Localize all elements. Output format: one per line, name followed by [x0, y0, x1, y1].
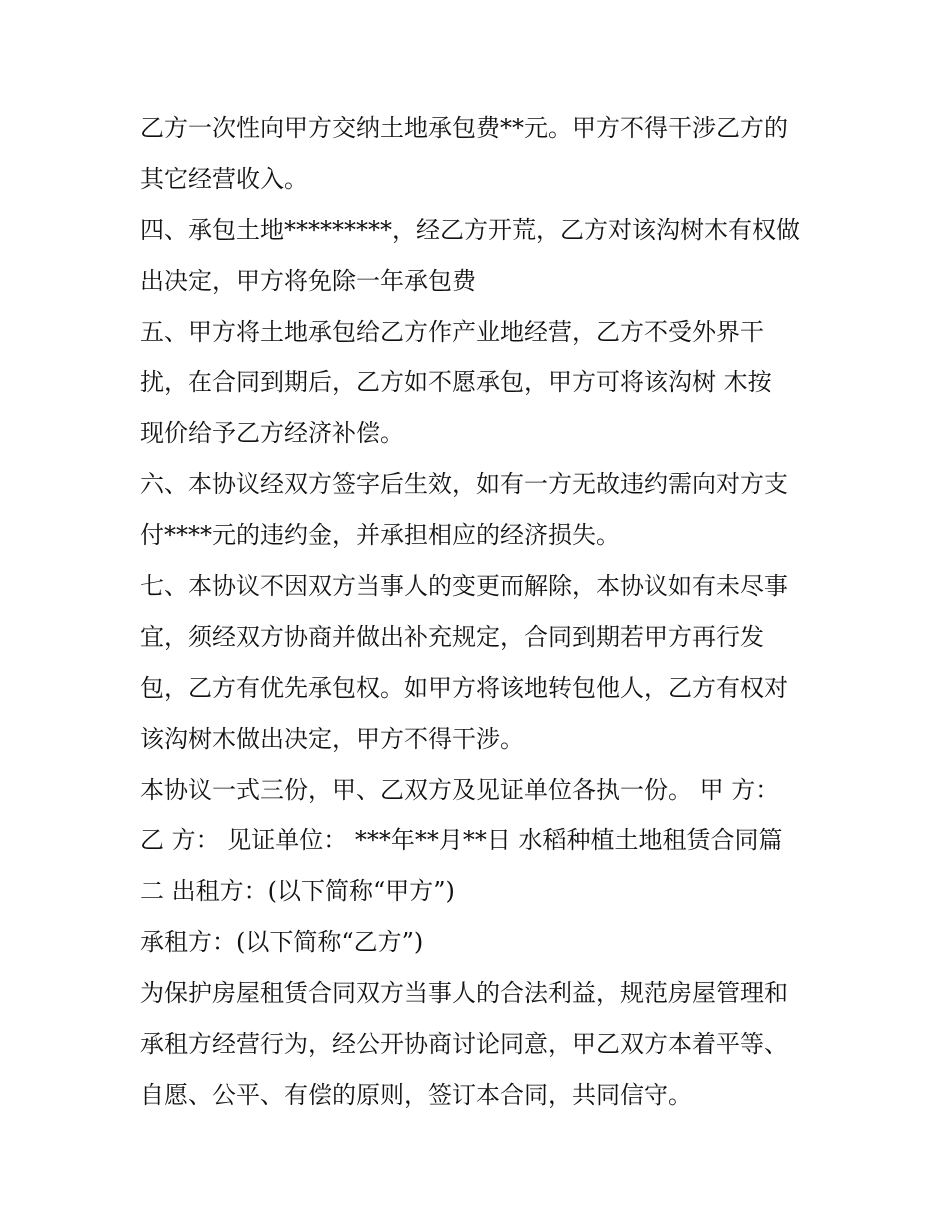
text-line: 扰，在合同到期后，乙方如不愿承包，甲方可将该沟树 木按: [140, 368, 772, 397]
document-body: [140, 103, 830, 1121]
text-line: 现价给予乙方经济补偿。: [140, 419, 404, 448]
text-line: 七、本协议不因双方当事人的变更而解除，本协议如有未尽事: [140, 572, 788, 601]
text-line: 包，乙方有优先承包权。如甲方将该地转包他人，乙方有权对: [140, 673, 788, 702]
text-line: 宜，须经双方协商并做出补充规定，合同到期若甲方再行发: [140, 622, 764, 651]
text-line: 乙方一次性向甲方交纳土地承包费**元。甲方不得干涉乙方的: [140, 114, 788, 142]
text-line: 出决定，甲方将免除一年承包费: [140, 266, 476, 295]
text-line: 五、甲方将土地承包给乙方作产业地经营，乙方不受外界干: [140, 317, 764, 346]
text-line: 乙 方： 见证单位： ***年**月**日 水稻种植土地租赁合同篇: [140, 826, 783, 855]
text-line: 该沟树木做出决定，甲方不得干涉。: [140, 724, 524, 753]
text-line: 四、承包土地*********，经乙方开荒，乙方对该沟树木有权做: [140, 215, 800, 244]
text-line: 承租方经营行为，经公开协商讨论同意，甲乙双方本着平等、: [140, 1030, 788, 1059]
text-line: 自愿、公平、有偿的原则，签订本合同，共同信守。: [140, 1080, 692, 1109]
text-line: 本协议一式三份，甲、乙双方及见证单位各执一份。 甲 方：: [140, 775, 780, 804]
text-line: 其它经营收入。: [140, 164, 308, 193]
text-line: 承租方：(以下简称“乙方”): [140, 928, 424, 957]
text-line: 二 出租方：(以下简称“甲方”): [140, 877, 455, 906]
text-line: 付****元的违约金，并承担相应的经济损失。: [140, 521, 620, 550]
text-line: 六、本协议经双方签字后生效，如有一方无故违约需向对方支: [140, 470, 788, 499]
text-line: 为保护房屋租赁合同双方当事人的合法利益，规范房屋管理和: [140, 979, 788, 1008]
